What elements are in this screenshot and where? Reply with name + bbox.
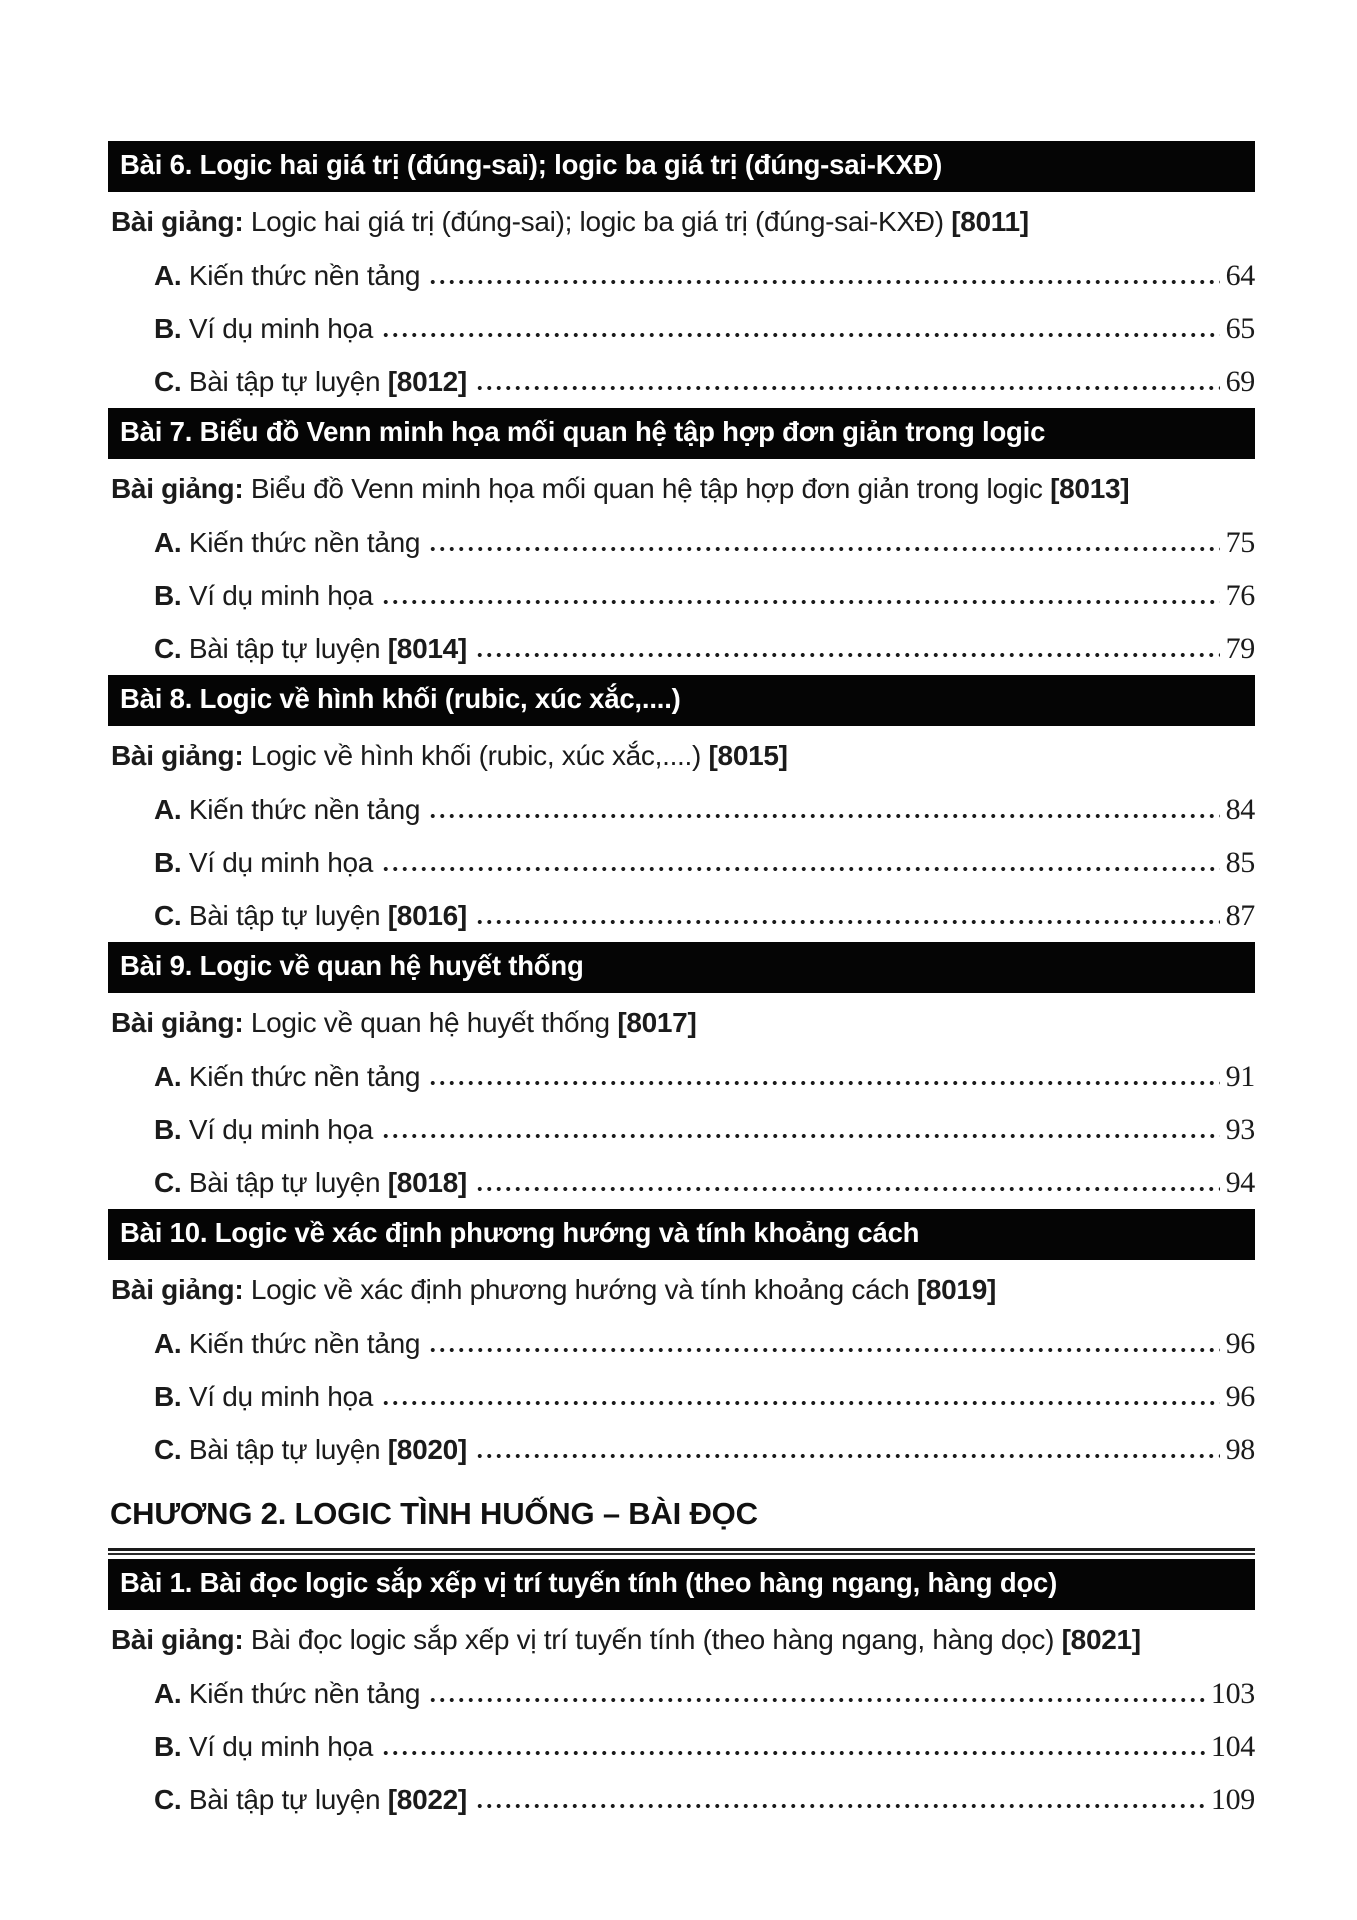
item-letter: B. <box>154 580 182 611</box>
toc-row <box>108 847 1255 879</box>
lesson-title: Bài 6. Logic hai giá trị (đúng-sai); logic ba giá trị (đúng-sai-KXĐ) <box>120 149 943 180</box>
item-letter: C. <box>154 1434 182 1465</box>
page-number: 109 <box>1210 1783 1255 1816</box>
toc-section <box>108 675 1255 932</box>
item-letter: C. <box>154 366 182 397</box>
lecture-line <box>111 205 1255 239</box>
toc-entry-text <box>154 313 373 345</box>
item-label: Kiến thức nền tảng <box>188 1678 421 1709</box>
dot-leader <box>381 1397 1220 1406</box>
item-letter: B. <box>154 313 182 344</box>
lesson-title: Bài 9. Logic về quan hệ huyết thống <box>120 950 584 981</box>
toc-section <box>108 1209 1255 1466</box>
lecture-label: Bài giảng: <box>111 740 244 771</box>
item-label: Bài tập tự luyện <box>188 900 381 931</box>
toc-list <box>108 141 1255 1816</box>
toc-entry-text <box>154 1434 467 1466</box>
lecture-line <box>111 1623 1255 1657</box>
page-number: 69 <box>1225 365 1255 398</box>
item-label: Kiến thức nền tảng <box>188 527 421 558</box>
item-letter: A. <box>154 1328 182 1359</box>
item-label: Kiến thức nền tảng <box>188 1061 421 1092</box>
lesson-title: Bài 8. Logic về hình khối (rubic, xúc xắc,....) <box>120 683 681 714</box>
lesson-title: Bài 10. Logic về xác định phương hướng và tính khoảng cách <box>120 1217 920 1248</box>
item-code: [8020] <box>387 1434 467 1465</box>
item-label: Bài tập tự luyện <box>188 366 381 397</box>
dot-leader <box>475 649 1220 658</box>
lesson-title: Bài 1. Bài đọc logic sắp xếp vị trí tuyến tính (theo hàng ngang, hàng dọc) <box>120 1567 1058 1598</box>
item-label: Bài tập tự luyện <box>188 1167 381 1198</box>
lecture-line <box>111 739 1255 773</box>
item-label: Bài tập tự luyện <box>188 1434 381 1465</box>
item-letter: C. <box>154 1167 182 1198</box>
page-number: 96 <box>1225 1380 1255 1413</box>
dot-leader <box>381 596 1220 605</box>
dot-leader <box>428 810 1219 819</box>
item-label: Kiến thức nền tảng <box>188 1328 421 1359</box>
toc-section <box>108 141 1255 398</box>
item-letter: A. <box>154 794 182 825</box>
dot-leader <box>428 276 1219 285</box>
lecture-code: [8017] <box>617 1007 697 1038</box>
toc-row <box>108 1167 1255 1199</box>
lesson-header-bar <box>108 1209 1255 1260</box>
lecture-label: Bài giảng: <box>111 1624 244 1655</box>
page-number: 64 <box>1225 259 1255 292</box>
lecture-label: Bài giảng: <box>111 1007 244 1038</box>
toc-row <box>108 1731 1255 1763</box>
lecture-label: Bài giảng: <box>111 1274 244 1305</box>
item-letter: C. <box>154 1784 182 1815</box>
lesson-header-bar <box>108 1559 1255 1610</box>
item-letter: B. <box>154 1114 182 1145</box>
item-label: Ví dụ minh họa <box>188 1731 374 1762</box>
toc-entry-text <box>154 1167 467 1199</box>
toc-row <box>108 1381 1255 1413</box>
item-letter: A. <box>154 527 182 558</box>
toc-entry-text <box>154 900 467 932</box>
lecture-label: Bài giảng: <box>111 206 244 237</box>
item-letter: B. <box>154 1381 182 1412</box>
lecture-title: Logic về quan hệ huyết thống <box>250 1007 610 1038</box>
toc-row <box>108 366 1255 398</box>
lecture-title: Biểu đồ Venn minh họa mối quan hệ tập hợp đơn giản trong logic <box>250 473 1043 504</box>
lesson-header-bar <box>108 141 1255 192</box>
page-number: 98 <box>1225 1433 1255 1466</box>
item-letter: A. <box>154 1061 182 1092</box>
item-letter: C. <box>154 633 182 664</box>
toc-row <box>108 900 1255 932</box>
item-label: Ví dụ minh họa <box>188 847 374 878</box>
toc-row <box>108 633 1255 665</box>
page-number: 94 <box>1225 1166 1255 1199</box>
page-number: 65 <box>1225 312 1255 345</box>
lecture-code: [8011] <box>951 206 1029 237</box>
page-number: 87 <box>1225 899 1255 932</box>
toc-row <box>108 1434 1255 1466</box>
toc-entry-text <box>154 1328 420 1360</box>
page-number: 103 <box>1210 1677 1255 1710</box>
toc-entry-text <box>154 1114 373 1146</box>
dot-leader <box>428 1077 1219 1086</box>
item-code: [8022] <box>387 1784 467 1815</box>
lecture-code: [8021] <box>1061 1624 1141 1655</box>
dot-leader <box>381 329 1220 338</box>
item-letter: C. <box>154 900 182 931</box>
item-code: [8014] <box>387 633 467 664</box>
lecture-line <box>111 1006 1255 1040</box>
page-number: 93 <box>1225 1113 1255 1146</box>
page-number: 84 <box>1225 793 1255 826</box>
toc-entry-text <box>154 527 420 559</box>
item-letter: A. <box>154 260 182 291</box>
lecture-title: Logic về hình khối (rubic, xúc xắc,....) <box>250 740 702 771</box>
lecture-code: [8015] <box>708 740 788 771</box>
page-number: 85 <box>1225 846 1255 879</box>
lecture-label: Bài giảng: <box>111 473 244 504</box>
page-number: 91 <box>1225 1060 1255 1093</box>
item-label: Kiến thức nền tảng <box>188 794 421 825</box>
item-code: [8016] <box>387 900 467 931</box>
lesson-header-bar <box>108 408 1255 459</box>
toc-row <box>108 1678 1255 1710</box>
dot-leader <box>475 382 1220 391</box>
toc-row <box>108 1114 1255 1146</box>
toc-section <box>108 942 1255 1199</box>
toc-row <box>108 1328 1255 1360</box>
toc-row <box>108 1784 1255 1816</box>
dot-leader <box>381 1130 1220 1139</box>
dot-leader <box>475 1183 1220 1192</box>
dot-leader <box>475 1800 1205 1809</box>
dot-leader <box>428 1344 1219 1353</box>
toc-entry-text <box>154 1061 420 1093</box>
lecture-line <box>111 472 1255 506</box>
lecture-code: [8019] <box>916 1274 996 1305</box>
page-number: 76 <box>1225 579 1255 612</box>
dot-leader <box>381 863 1220 872</box>
toc-section <box>108 408 1255 665</box>
lecture-code: [8013] <box>1050 473 1130 504</box>
toc-entry-text <box>154 580 373 612</box>
toc-entry-text <box>154 366 467 398</box>
page-number: 75 <box>1225 526 1255 559</box>
toc-row <box>108 260 1255 292</box>
toc-entry-text <box>154 1784 467 1816</box>
chapter-divider <box>108 1548 1255 1555</box>
item-label: Bài tập tự luyện <box>188 1784 381 1815</box>
lesson-header-bar <box>108 675 1255 726</box>
toc-row <box>108 1061 1255 1093</box>
lesson-title: Bài 7. Biểu đồ Venn minh họa mối quan hệ tập hợp đơn giản trong logic <box>120 416 1046 447</box>
dot-leader <box>428 1694 1205 1703</box>
dot-leader <box>428 543 1219 552</box>
toc-entry-text <box>154 633 467 665</box>
lesson-header-bar <box>108 942 1255 993</box>
toc-row <box>108 313 1255 345</box>
dot-leader <box>381 1747 1205 1756</box>
page-number: 104 <box>1210 1730 1255 1763</box>
toc-entry-text <box>154 260 420 292</box>
item-label: Bài tập tự luyện <box>188 633 381 664</box>
toc-section <box>108 1496 1255 1816</box>
item-letter: B. <box>154 847 182 878</box>
lecture-title: Bài đọc logic sắp xếp vị trí tuyến tính (theo hàng ngang, hàng dọc) <box>250 1624 1055 1655</box>
item-label: Ví dụ minh họa <box>188 313 374 344</box>
toc-row <box>108 527 1255 559</box>
lecture-title: Logic về xác định phương hướng và tính khoảng cách <box>250 1274 910 1305</box>
lecture-line <box>111 1273 1255 1307</box>
lecture-title: Logic hai giá trị (đúng-sai); logic ba giá trị (đúng-sai-KXĐ) <box>250 206 944 237</box>
item-label: Ví dụ minh họa <box>188 1114 374 1145</box>
toc-entry-text <box>154 794 420 826</box>
toc-row <box>108 580 1255 612</box>
dot-leader <box>475 916 1220 925</box>
toc-entry-text <box>154 1678 420 1710</box>
item-letter: A. <box>154 1678 182 1709</box>
chapter-heading: CHƯƠNG 2. LOGIC TÌNH HUỐNG – BÀI ĐỌC <box>110 1496 758 1531</box>
item-label: Kiến thức nền tảng <box>188 260 421 291</box>
toc-entry-text <box>154 847 373 879</box>
item-label: Ví dụ minh họa <box>188 580 374 611</box>
item-label: Ví dụ minh họa <box>188 1381 374 1412</box>
item-code: [8018] <box>387 1167 467 1198</box>
chapter-heading-block <box>108 1496 1255 1555</box>
item-code: [8012] <box>387 366 467 397</box>
dot-leader <box>475 1450 1220 1459</box>
page-number: 96 <box>1225 1327 1255 1360</box>
item-letter: B. <box>154 1731 182 1762</box>
toc-entry-text <box>154 1381 373 1413</box>
toc-row <box>108 794 1255 826</box>
toc-entry-text <box>154 1731 373 1763</box>
page-number: 79 <box>1225 632 1255 665</box>
